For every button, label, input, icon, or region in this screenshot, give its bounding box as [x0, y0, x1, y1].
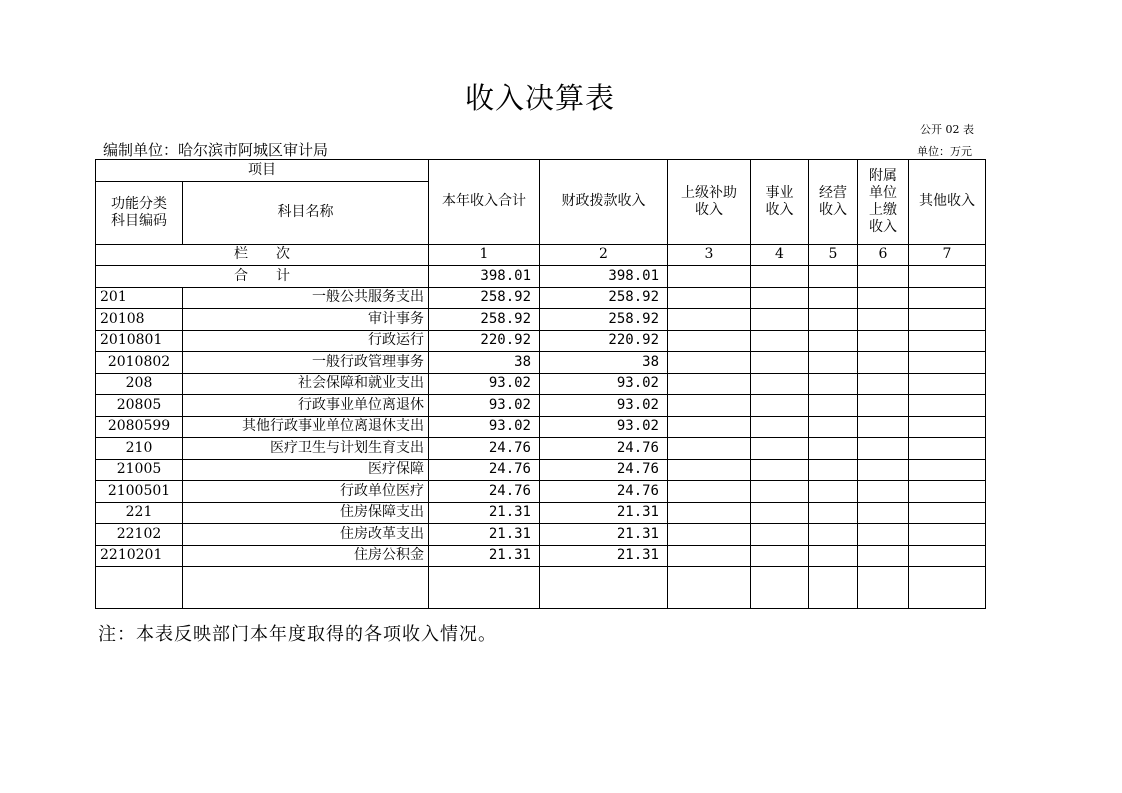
row-upper	[668, 545, 751, 567]
row-name: 行政运行	[183, 330, 429, 352]
col-index-5: 5	[809, 244, 858, 266]
sum-label: 合 计	[96, 266, 429, 288]
row-fiscal: 220.92	[540, 330, 668, 352]
row-operating	[809, 287, 858, 309]
table-row	[96, 459, 986, 481]
row-business	[751, 416, 809, 438]
table-row	[96, 502, 986, 524]
row-affiliated	[858, 502, 909, 524]
row-upper	[668, 373, 751, 395]
header-row-1	[96, 160, 986, 182]
row-other	[909, 395, 986, 417]
row-upper	[668, 459, 751, 481]
row-other	[909, 373, 986, 395]
header-item: 项目	[96, 160, 429, 182]
header-business	[751, 160, 809, 245]
header-name: 科目名称	[183, 181, 429, 244]
table-row	[96, 287, 986, 309]
row-code: 2010801	[96, 330, 183, 352]
row-other	[909, 459, 986, 481]
row-business	[751, 309, 809, 331]
col-index-label: 栏 次	[96, 244, 429, 266]
row-total: 258.92	[429, 287, 540, 309]
row-operating	[809, 309, 858, 331]
row-fiscal: 93.02	[540, 395, 668, 417]
row-code: 22102	[96, 524, 183, 546]
row-operating	[809, 352, 858, 374]
header-upper	[668, 160, 751, 245]
row-name: 医疗卫生与计划生育支出	[183, 438, 429, 460]
row-other	[909, 502, 986, 524]
col-index-6: 6	[858, 244, 909, 266]
row-fiscal: 258.92	[540, 287, 668, 309]
row-total: 21.31	[429, 524, 540, 546]
row-total: 258.92	[429, 309, 540, 331]
row-code: 21005	[96, 459, 183, 481]
table-row	[96, 395, 986, 417]
row-total: 220.92	[429, 330, 540, 352]
row-business	[751, 352, 809, 374]
row-affiliated	[858, 395, 909, 417]
row-affiliated	[858, 416, 909, 438]
header-business-line1: 事业	[765, 184, 794, 201]
row-other	[909, 330, 986, 352]
sum-total: 398.01	[429, 266, 540, 288]
row-fiscal: 258.92	[540, 309, 668, 331]
header-affiliated-line3: 上缴	[869, 201, 897, 218]
header-code-line2: 科目编码	[111, 212, 167, 229]
row-affiliated	[858, 481, 909, 503]
row-code: 208	[96, 373, 183, 395]
table-row	[96, 373, 986, 395]
table-row	[96, 352, 986, 374]
row-other	[909, 309, 986, 331]
row-operating	[809, 438, 858, 460]
row-fiscal: 24.76	[540, 481, 668, 503]
table-row	[96, 416, 986, 438]
row-operating	[809, 481, 858, 503]
row-affiliated	[858, 438, 909, 460]
row-total: 21.31	[429, 545, 540, 567]
header-code	[96, 181, 183, 244]
row-upper	[668, 524, 751, 546]
row-operating	[809, 330, 858, 352]
table-row	[96, 330, 986, 352]
row-code: 20805	[96, 395, 183, 417]
row-name: 住房改革支出	[183, 524, 429, 546]
header-operating	[809, 160, 858, 245]
row-name: 行政事业单位离退休	[183, 395, 429, 417]
row-upper	[668, 395, 751, 417]
row-upper	[668, 416, 751, 438]
row-business	[751, 287, 809, 309]
row-operating	[809, 395, 858, 417]
row-affiliated	[858, 309, 909, 331]
row-code: 2010802	[96, 352, 183, 374]
income-table	[95, 159, 986, 609]
header-upper-line1: 上级补助	[681, 184, 737, 201]
row-business	[751, 330, 809, 352]
col-index-7: 7	[909, 244, 986, 266]
header-upper-line2: 收入	[695, 201, 723, 218]
row-other	[909, 545, 986, 567]
header-operating-line2: 收入	[819, 201, 847, 218]
header-affiliated	[858, 160, 909, 245]
row-business	[751, 438, 809, 460]
header-affiliated-line2: 单位	[869, 184, 897, 201]
row-name: 一般公共服务支出	[183, 287, 429, 309]
table-row	[96, 545, 986, 567]
sum-fiscal: 398.01	[540, 266, 668, 288]
row-operating	[809, 545, 858, 567]
row-other	[909, 287, 986, 309]
header-code-line1: 功能分类	[111, 195, 167, 212]
row-name: 行政单位医疗	[183, 481, 429, 503]
row-total: 93.02	[429, 416, 540, 438]
table-row	[96, 481, 986, 503]
row-total: 93.02	[429, 373, 540, 395]
row-total: 24.76	[429, 438, 540, 460]
footnote: 注：本表反映部门本年度取得的各项收入情况。	[98, 624, 497, 645]
row-upper	[668, 438, 751, 460]
row-operating	[809, 459, 858, 481]
header-operating-line1: 经营	[819, 184, 847, 201]
form-code: 公开 02 表	[920, 123, 974, 136]
row-operating	[809, 373, 858, 395]
header-affiliated-line1: 附属	[869, 167, 897, 184]
row-code: 221	[96, 502, 183, 524]
table-row	[96, 524, 986, 546]
row-fiscal: 93.02	[540, 373, 668, 395]
row-name: 医疗保障	[183, 459, 429, 481]
row-operating	[809, 502, 858, 524]
row-upper	[668, 352, 751, 374]
row-other	[909, 438, 986, 460]
row-upper	[668, 309, 751, 331]
header-total: 本年收入合计	[429, 160, 540, 245]
row-fiscal: 38	[540, 352, 668, 374]
row-name: 住房保障支出	[183, 502, 429, 524]
row-other	[909, 524, 986, 546]
row-name: 住房公积金	[183, 545, 429, 567]
row-code: 2100501	[96, 481, 183, 503]
row-affiliated	[858, 524, 909, 546]
row-business	[751, 502, 809, 524]
col-index-4: 4	[751, 244, 809, 266]
col-index-2: 2	[540, 244, 668, 266]
page-title: 收入决算表	[464, 81, 615, 115]
row-upper	[668, 330, 751, 352]
row-other	[909, 416, 986, 438]
row-code: 2210201	[96, 545, 183, 567]
row-name: 审计事务	[183, 309, 429, 331]
row-upper	[668, 502, 751, 524]
row-upper	[668, 287, 751, 309]
header-fiscal: 财政拨款收入	[540, 160, 668, 245]
compiling-unit: 编制单位：哈尔滨市阿城区审计局	[103, 141, 329, 159]
row-business	[751, 395, 809, 417]
row-fiscal: 24.76	[540, 459, 668, 481]
sum-row	[96, 266, 986, 288]
table-row	[96, 309, 986, 331]
col-index-3: 3	[668, 244, 751, 266]
header-business-line2: 收入	[765, 201, 794, 218]
row-name: 一般行政管理事务	[183, 352, 429, 374]
row-code: 201	[96, 287, 183, 309]
header-other: 其他收入	[909, 160, 986, 245]
row-fiscal: 93.02	[540, 416, 668, 438]
header-affiliated-line4: 收入	[869, 218, 897, 235]
row-name: 其他行政事业单位离退休支出	[183, 416, 429, 438]
row-code: 2080599	[96, 416, 183, 438]
row-affiliated	[858, 373, 909, 395]
blank-row	[96, 567, 986, 609]
row-name: 社会保障和就业支出	[183, 373, 429, 395]
row-total: 24.76	[429, 481, 540, 503]
row-fiscal: 21.31	[540, 524, 668, 546]
row-affiliated	[858, 545, 909, 567]
col-index-1: 1	[429, 244, 540, 266]
row-business	[751, 545, 809, 567]
row-total: 93.02	[429, 395, 540, 417]
row-other	[909, 352, 986, 374]
row-total: 21.31	[429, 502, 540, 524]
currency-unit: 单位：万元	[917, 145, 972, 158]
row-affiliated	[858, 459, 909, 481]
column-index-row	[96, 244, 986, 266]
row-affiliated	[858, 330, 909, 352]
row-code: 20108	[96, 309, 183, 331]
row-business	[751, 373, 809, 395]
data-rows	[96, 287, 986, 567]
row-fiscal: 24.76	[540, 438, 668, 460]
row-affiliated	[858, 287, 909, 309]
row-affiliated	[858, 352, 909, 374]
row-operating	[809, 416, 858, 438]
row-fiscal: 21.31	[540, 502, 668, 524]
row-other	[909, 481, 986, 503]
row-total: 38	[429, 352, 540, 374]
row-upper	[668, 481, 751, 503]
row-business	[751, 459, 809, 481]
row-operating	[809, 524, 858, 546]
row-business	[751, 524, 809, 546]
row-fiscal: 21.31	[540, 545, 668, 567]
row-total: 24.76	[429, 459, 540, 481]
row-business	[751, 481, 809, 503]
row-code: 210	[96, 438, 183, 460]
table-row	[96, 438, 986, 460]
